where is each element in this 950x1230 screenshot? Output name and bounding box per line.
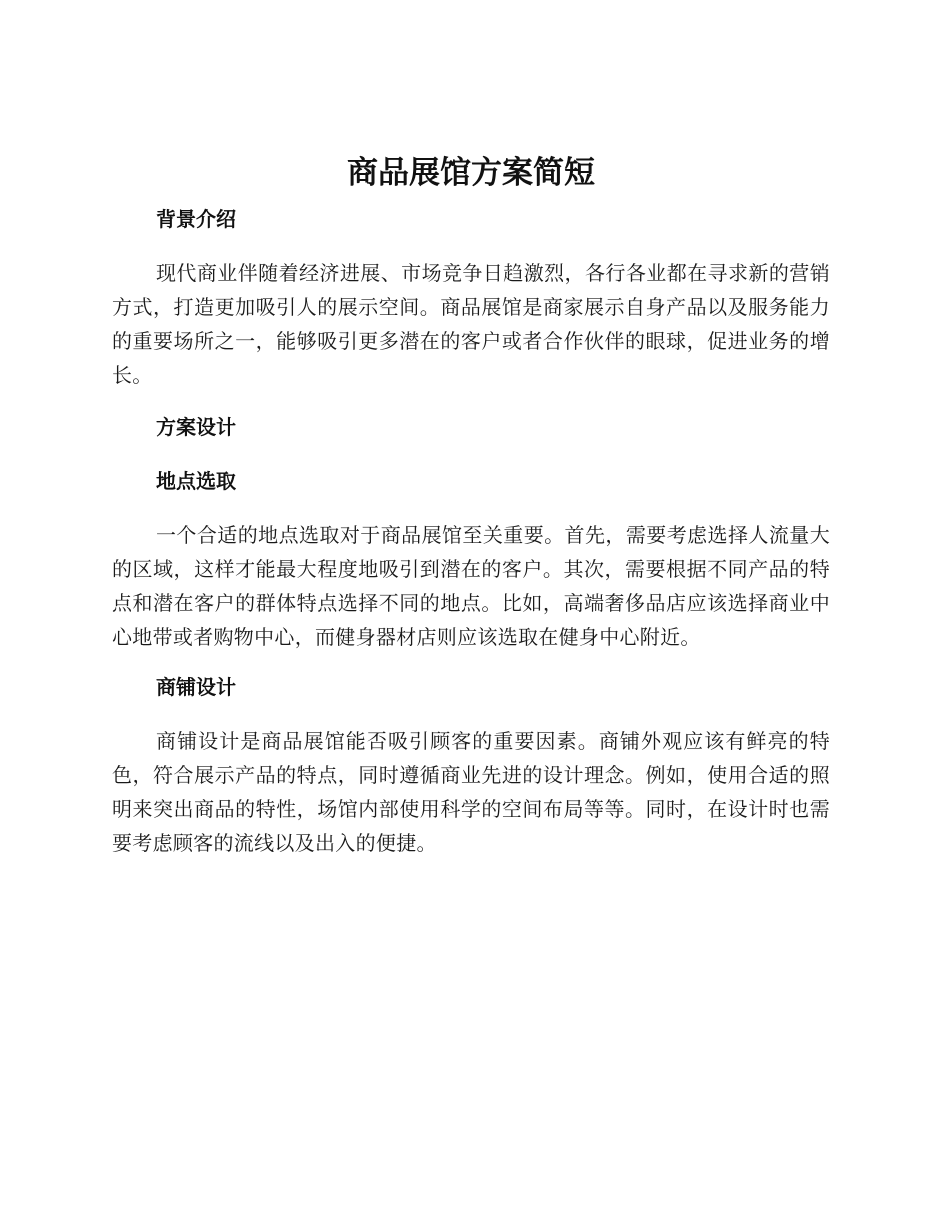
paragraph-shop-design: 商铺设计是商品展馆能否吸引顾客的重要因素。商铺外观应该有鲜亮的特色，符合展示产品的特点，同时遵循商业先进的设计理念。例如，使用合适的照明来突出商品的特性，场馆内部使用科学的空间布局等等。同时，在设计时也需要考虑顾客的流线以及出入的便捷。 (112, 729, 830, 855)
document-title: 商品展馆方案简短 (347, 155, 595, 191)
paragraph-background: 现代商业伴随着经济进展、市场竞争日趋激烈，各行各业都在寻求新的营销方式，打造更加吸引人的展示空间。商品展馆是商家展示自身产品以及服务能力的重要场所之一，能够吸引更多潜在的客户或者合作伙伴的眼球，促进业务的增长。 (112, 261, 830, 387)
section-heading-plan-design: 方案设计 (156, 415, 236, 439)
section-heading-location: 地点选取 (156, 469, 236, 493)
section-heading-shop-design: 商铺设计 (156, 675, 236, 699)
section-heading-background: 背景介绍 (156, 207, 236, 231)
document-page (112, 150, 830, 860)
paragraph-location: 一个合适的地点选取对于商品展馆至关重要。首先，需要考虑选择人流量大的区域，这样才能最大程度地吸引到潜在的客户。其次，需要根据不同产品的特点和潜在客户的群体特点选择不同的地点。比如，高端奢侈品店应该选择商业中心地带或者购物中心，而健身器材店则应该选取在健身中心附近。 (112, 523, 830, 649)
